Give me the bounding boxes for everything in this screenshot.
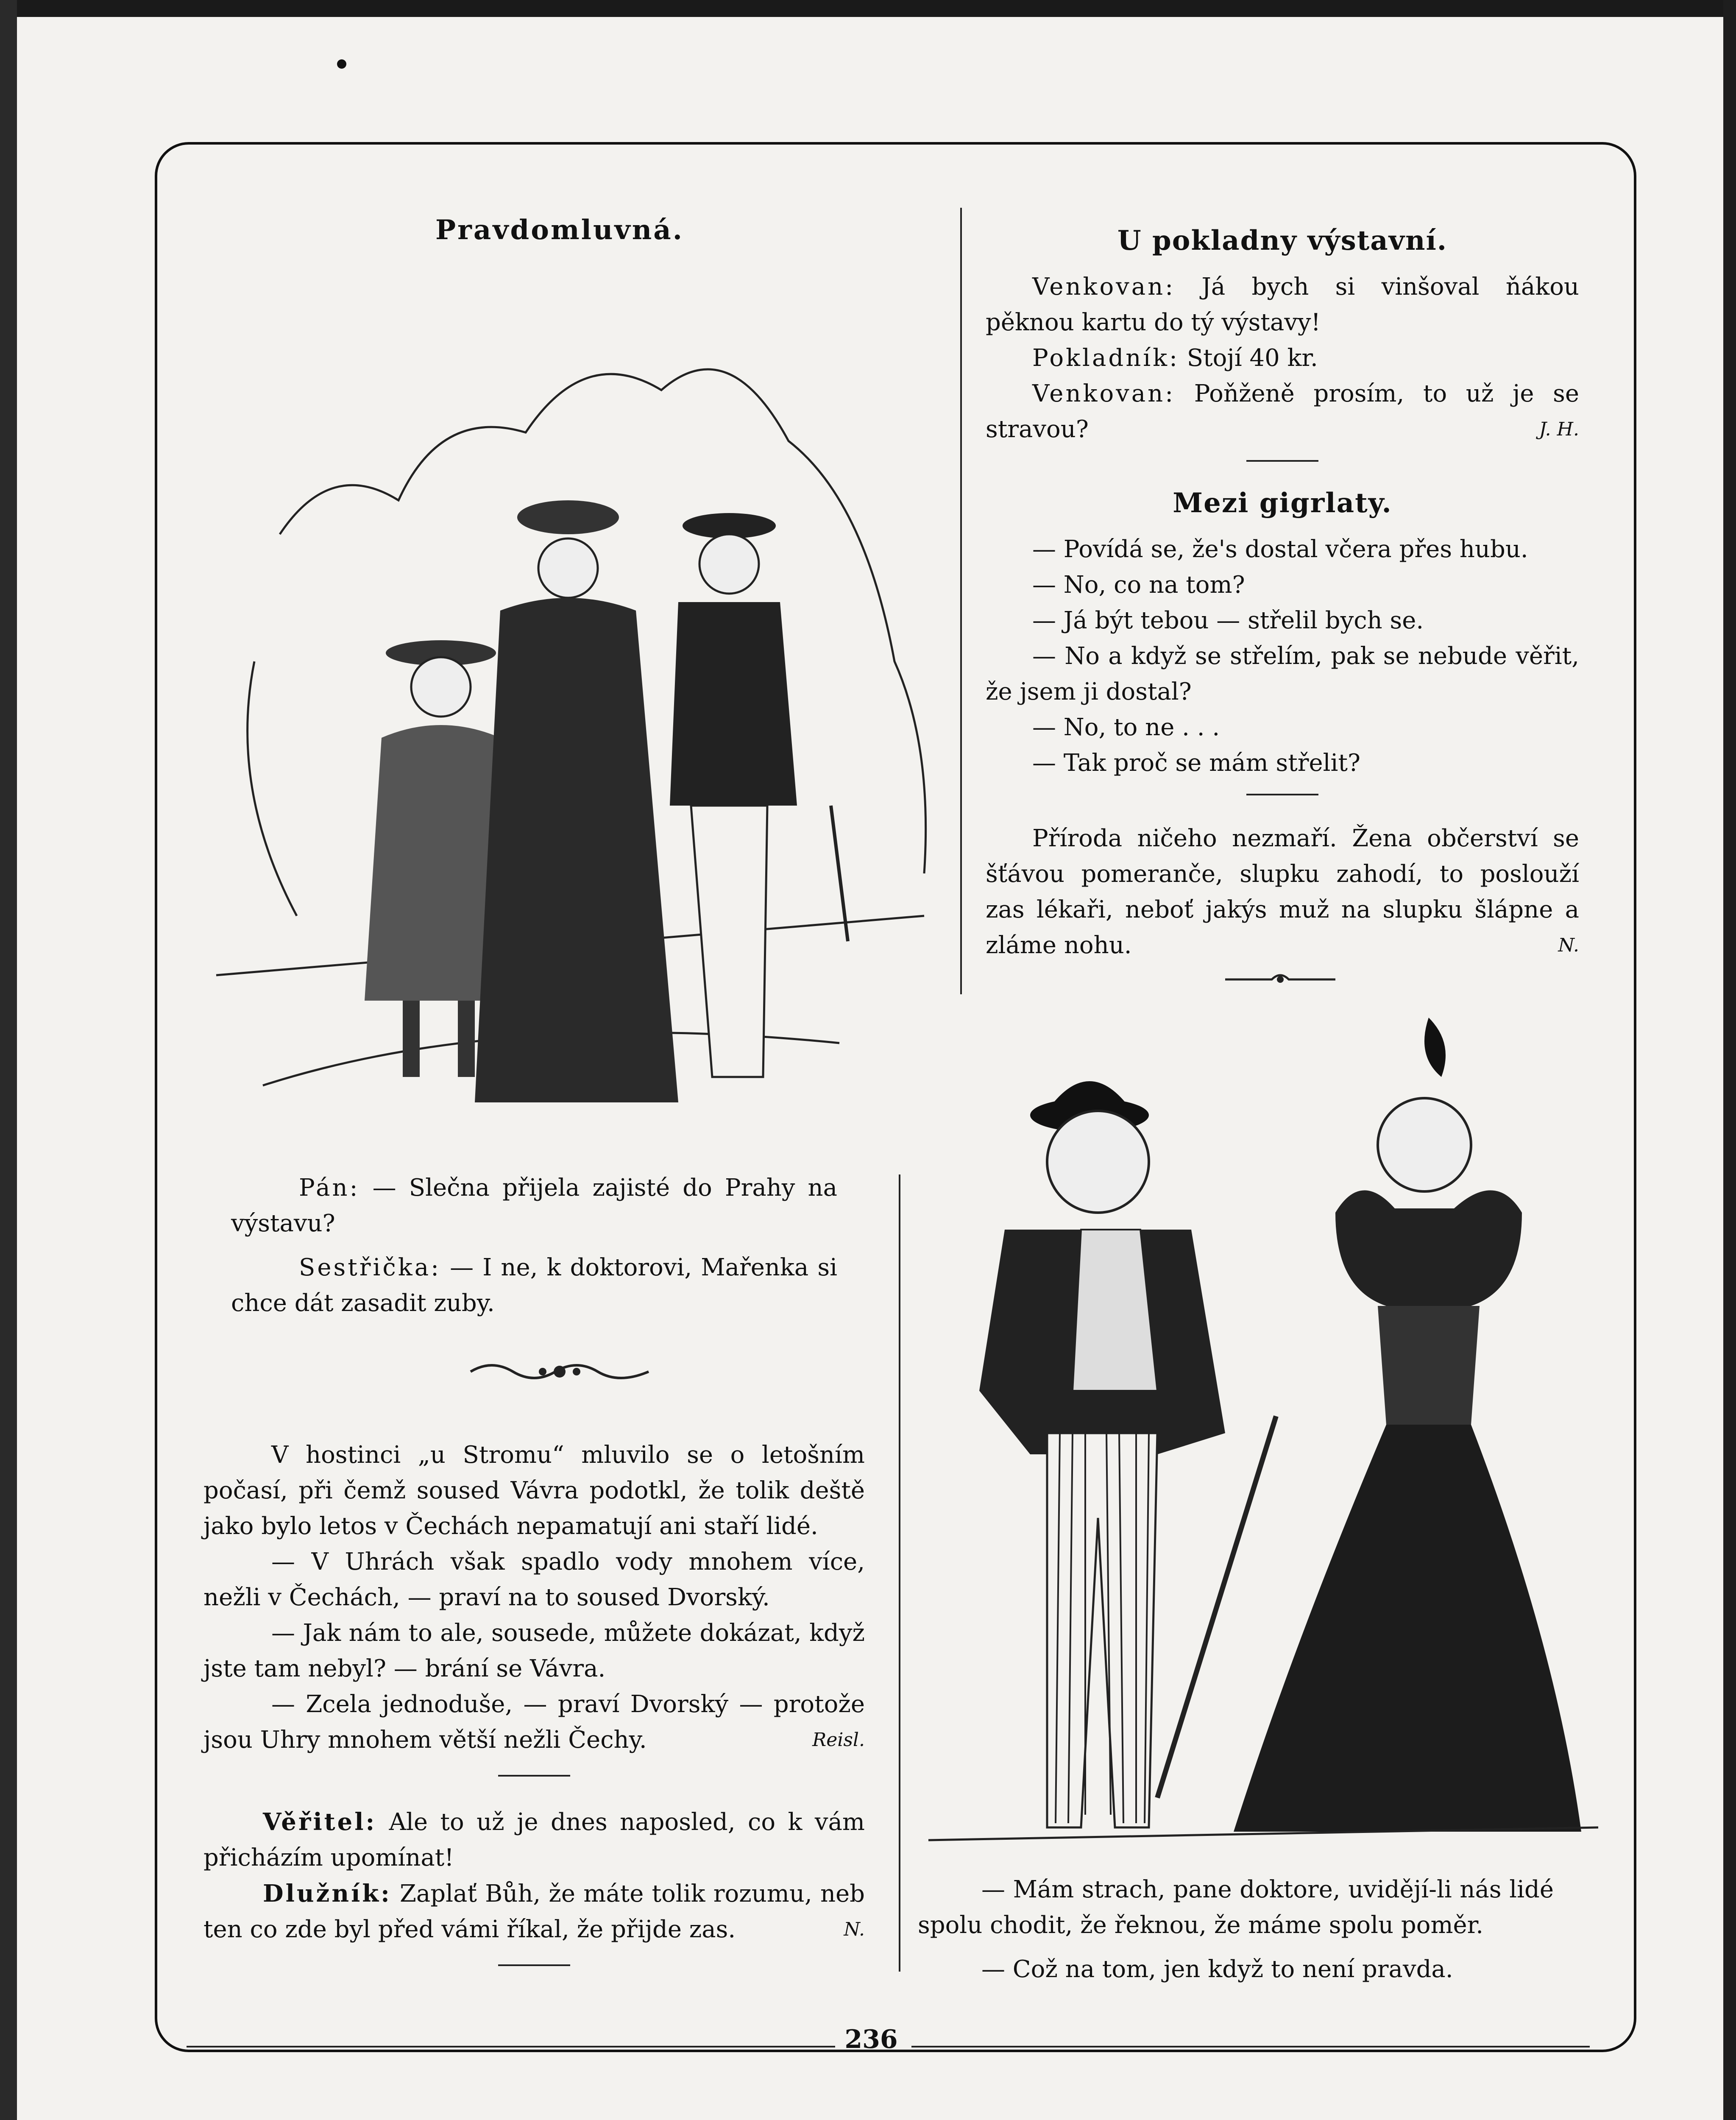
column-divider-bottom (899, 1174, 900, 1972)
veritel-block (203, 1804, 865, 1966)
ornament-small (1221, 971, 1340, 988)
figure-elegant-lady (1234, 1018, 1581, 1832)
signature-n-left: N. (844, 1919, 865, 1940)
hostinec-p1: V hostinci „u Stromu“ mluvilo se o letošním počasí, při čemž soused Vávra podotkl, že tolik deště jako bylo letos v Čechách nepamatují ani staří lidé. (203, 1441, 865, 1540)
page-number-rule-left (187, 2046, 835, 2047)
signature-reisl: Reisl. (812, 1729, 865, 1751)
title-pravdomluvna: Pravdomluvná. (435, 214, 684, 246)
scan-edge-top (0, 0, 1736, 17)
veritel-p2: Dlužník: Zaplať Bůh, že máte tolik rozumu, neb ten co zde byl před vámi říkal, že přijde zas. N. (203, 1876, 865, 1947)
left-title-block (199, 214, 920, 246)
ink-dot (337, 59, 346, 69)
pokladna-p1: Venkovan: Já bych si vinšoval ňákou pěknou kartu do tý výstavy! (986, 273, 1579, 336)
page-number: 236 (844, 2025, 898, 2054)
pokladna-p2: Pokladník: Stojí 40 kr. (1032, 344, 1318, 372)
gigrlati-line-6: — Tak proč se mám střelit? (1032, 749, 1360, 777)
caption-line-1: Pán: — Slečna přijela zajisté do Prahy na výstavu? (231, 1174, 837, 1237)
hostinec-block (203, 1437, 865, 1777)
scan-edge-left (0, 0, 17, 2120)
hostinec-p4: — Zcela jednoduše, — praví Dvorský — protože jsou Uhry mnohem větší nežli Čechy. Reisl. (203, 1687, 865, 1758)
divider-rule-3 (1246, 460, 1318, 462)
figure-lady (475, 500, 678, 1102)
veritel-p1: Věřitel: Ale to už je dnes naposled, co k vám přicházím upomínat! (203, 1808, 865, 1872)
pokladna-p3: Venkovan: Poňženě prosím, to už je se stravou? J. H. (986, 376, 1579, 447)
left-caption-block (231, 1170, 837, 1321)
illustration-park-strollers (203, 280, 945, 1149)
signature-n-right: N. (1558, 934, 1579, 956)
title-gigrlati: Mezi gigrlaty. (1173, 487, 1392, 519)
page-number-rule-right (911, 2046, 1590, 2047)
gigrlati-line-5: — No, to ne . . . (1032, 714, 1220, 741)
right-caption-block (918, 1872, 1554, 1987)
gigrlati-line-2: — No, co na tom? (1032, 571, 1245, 599)
figure-gentleman (670, 513, 848, 1077)
illustration-doctor-and-lady (920, 1009, 1607, 1866)
title-pokladna: U pokladny výstavní. (1117, 225, 1448, 257)
divider-rule-1 (498, 1775, 570, 1777)
priroda-paragraph: Příroda ničeho nezmaří. Žena občerství se šťávou pomeranče, slupku zahodí, to poslouží zas lékaři, neboť jakýs muž na slupku šlápne a zláme nohu. N. (986, 821, 1579, 963)
caption2-line-2: — Což na tom, jen když to není pravda. (981, 1955, 1453, 1983)
gigrlati-line-1: — Povídá se, že's dostal včera přes hubu. (1032, 536, 1528, 563)
gigrlati-line-3: — Já být tebou — střelil bych se. (1032, 607, 1424, 634)
column-divider-top (960, 208, 962, 994)
hostinec-p3: — Jak nám to ale, sousede, můžete dokázat, když jste tam nebyl? — brání se Vávra. (203, 1619, 865, 1682)
right-text-block (986, 225, 1579, 963)
hostinec-p2: — V Uhrách však spadlo vody mnohem více, nežli v Čechách, — praví na to soused Dvorský. (203, 1548, 865, 1611)
ornament-flourish (466, 1359, 653, 1384)
signature-jh: J. H. (1539, 418, 1579, 440)
figure-doctor (979, 1081, 1276, 1827)
gigrlati-line-4: — No a když se střelím, pak se nebude věřit, že jsem ji dostal? (986, 642, 1579, 706)
caption-line-2: Sestřička: — I ne, k doktorovi, Mařenka si chce dát zasadit zuby. (231, 1254, 837, 1317)
caption2-line-1: — Mám strach, pane doktore, uvidějí-li nás lidé spolu chodit, že řeknou, že máme spolu poměr. (918, 1876, 1554, 1939)
divider-rule-2 (498, 1964, 570, 1966)
scan-edge-right (1723, 0, 1736, 2120)
